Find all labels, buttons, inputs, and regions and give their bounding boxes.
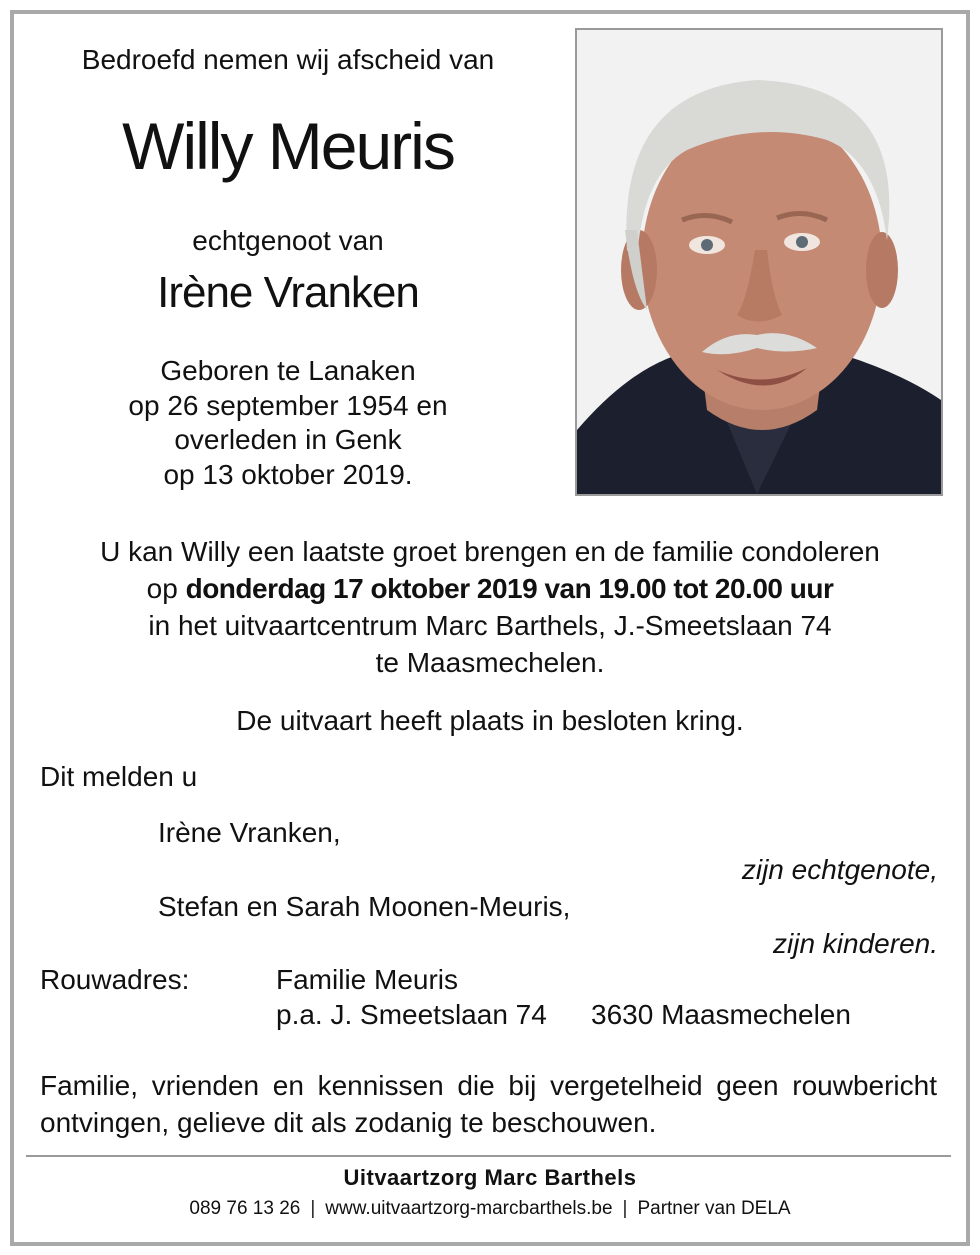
visitation-prefix: op	[146, 573, 178, 604]
footer-contact	[14, 1198, 966, 1220]
bio-birth-place: Geboren te Lanaken	[160, 355, 416, 386]
footer-website[interactable]: www.uitvaartzorg-marcbarthels.be	[325, 1198, 613, 1219]
spouse-name: Irène Vranken	[157, 268, 419, 317]
visitation-line-4: te Maasmechelen.	[375, 647, 605, 678]
address-name: Familie Meuris	[276, 964, 459, 995]
announcer-children: Stefan en Sarah Moonen-Meuris,	[158, 891, 571, 922]
bio-block	[28, 354, 548, 492]
visitation-line-1: U kan Willy een laatste groet brengen en de familie condoleren	[100, 536, 880, 567]
visitation-line-2	[14, 570, 966, 607]
announcer-children-relation: zijn kinderen.	[773, 928, 938, 959]
portrait-illustration	[577, 30, 941, 494]
visitation-block	[14, 533, 966, 681]
intro-text: Bedroefd nemen wij afscheid van	[81, 44, 495, 75]
bio-birth-date: op 26 september 1954 en	[128, 389, 448, 421]
portrait-photo	[575, 28, 943, 496]
bio-death-place: overleden in Genk	[174, 424, 402, 455]
footer-separator: |	[622, 1198, 628, 1219]
bio-death-date: op 13 oktober 2019.	[163, 458, 413, 490]
deceased-name: Willy Meuris	[122, 109, 454, 183]
announcer-spouse: Irène Vranken,	[158, 817, 341, 848]
announcers-intro: Dit melden u	[40, 761, 198, 792]
funeral-note: De uitvaart heeft plaats in besloten kring.	[236, 705, 744, 736]
address-label: Rouwadres:	[40, 964, 190, 995]
visitation-datetime: donderdag 17 oktober 2019 van 19.00 tot 20.00 uur	[185, 573, 834, 604]
closing-note: Familie, vrienden en kennissen die bij vergetelheid geen rouwbericht ontvingen, gelieve dit als zodanig te beschouwen.	[40, 1070, 937, 1138]
footer-separator: |	[310, 1198, 316, 1219]
footer-partner: Partner van DELA	[637, 1198, 791, 1219]
footer-divider	[26, 1155, 951, 1157]
announcer-spouse-relation: zijn echtgenote,	[741, 854, 938, 885]
funeral-home-name: Uitvaartzorg Marc Barthels	[343, 1165, 637, 1190]
address-street: p.a. J. Smeetslaan 74	[276, 999, 547, 1030]
spouse-label: echtgenoot van	[192, 225, 384, 256]
address-city: 3630 Maasmechelen	[591, 999, 851, 1030]
visitation-line-3: in het uitvaartcentrum Marc Barthels, J.-Smeetslaan 74	[148, 610, 832, 641]
footer-phone: 089 76 13 26	[189, 1198, 301, 1219]
